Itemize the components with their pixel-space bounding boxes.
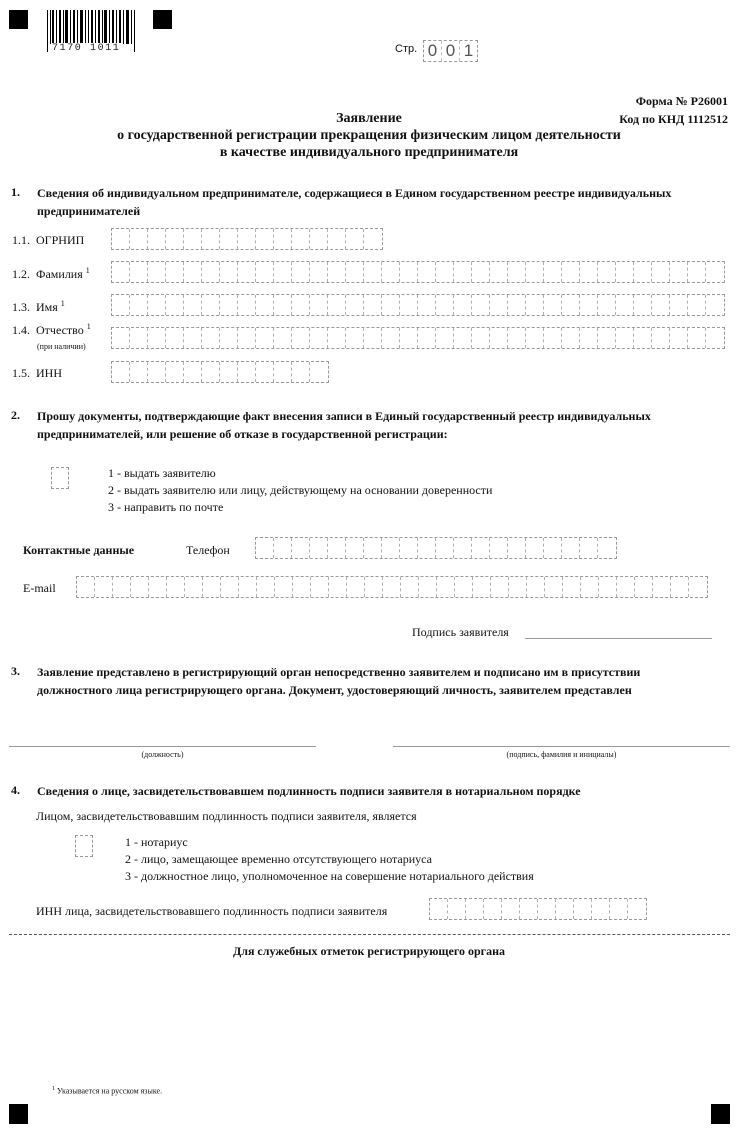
- input-cell[interactable]: [238, 229, 256, 249]
- input-cell[interactable]: [436, 262, 454, 282]
- input-cell[interactable]: [364, 328, 382, 348]
- input-cell[interactable]: [166, 328, 184, 348]
- input-cell[interactable]: [346, 328, 364, 348]
- input-cell[interactable]: [526, 295, 544, 315]
- input-cell[interactable]: [148, 262, 166, 282]
- footnote-ref: 1: [85, 266, 90, 275]
- input-cell[interactable]: [617, 577, 635, 597]
- input-cell[interactable]: [472, 538, 490, 558]
- input-cell[interactable]: [310, 538, 328, 558]
- input-cell[interactable]: [491, 577, 509, 597]
- section-1-number: 1.: [11, 185, 20, 199]
- input-cell[interactable]: [346, 538, 364, 558]
- inn-input[interactable]: [111, 361, 329, 383]
- input-cell[interactable]: [292, 262, 310, 282]
- input-cell[interactable]: [130, 229, 148, 249]
- input-cell[interactable]: [202, 328, 220, 348]
- input-cell[interactable]: [616, 295, 634, 315]
- input-cell[interactable]: [544, 295, 562, 315]
- input-cell[interactable]: [130, 295, 148, 315]
- section-3-number: 3.: [11, 664, 20, 678]
- notary-option-3: 3 - должностное лицо, уполномоченное на совершение нотариального действия: [125, 869, 534, 883]
- input-cell[interactable]: [418, 262, 436, 282]
- input-cell[interactable]: [526, 328, 544, 348]
- input-cell[interactable]: [634, 262, 652, 282]
- input-cell[interactable]: [430, 899, 448, 919]
- input-cell[interactable]: [256, 362, 274, 382]
- input-cell[interactable]: [472, 295, 490, 315]
- field-number: 1.5.: [12, 366, 30, 380]
- input-cell[interactable]: [490, 262, 508, 282]
- input-cell[interactable]: [112, 328, 130, 348]
- input-cell[interactable]: [526, 262, 544, 282]
- page-label: Стр.: [395, 43, 418, 55]
- section-3-text-line-2: должностного лица регистрирующего органа. Документ, удостоверяющий личность, заявителем представлен: [37, 683, 632, 697]
- input-cell[interactable]: [202, 229, 220, 249]
- field-label: Отчество: [36, 323, 84, 337]
- input-cell[interactable]: [220, 328, 238, 348]
- input-cell[interactable]: [490, 295, 508, 315]
- corner-marker-top-left: [9, 10, 28, 29]
- input-cell[interactable]: [706, 328, 724, 348]
- input-cell[interactable]: [652, 295, 670, 315]
- input-cell[interactable]: [274, 262, 292, 282]
- section-2-heading: [37, 407, 732, 443]
- knd-code: Код по КНД 1112512: [619, 112, 728, 126]
- input-cell[interactable]: [610, 899, 628, 919]
- section-3-text: [37, 663, 732, 699]
- input-cell[interactable]: [466, 899, 484, 919]
- signature-caption: (подпись, фамилия и инициалы): [506, 750, 617, 759]
- input-cell[interactable]: [545, 577, 563, 597]
- input-cell[interactable]: [628, 899, 646, 919]
- input-cell[interactable]: [292, 538, 310, 558]
- input-cell[interactable]: [580, 295, 598, 315]
- input-cell[interactable]: [400, 538, 418, 558]
- input-cell[interactable]: [538, 899, 556, 919]
- input-cell[interactable]: [310, 328, 328, 348]
- input-cell[interactable]: [185, 577, 203, 597]
- input-cell[interactable]: [293, 577, 311, 597]
- input-cell[interactable]: [580, 538, 598, 558]
- input-cell[interactable]: [202, 295, 220, 315]
- input-cell[interactable]: [95, 577, 113, 597]
- input-cell[interactable]: [556, 899, 574, 919]
- footnote: [52, 1086, 162, 1096]
- footnote-mark: 1: [52, 1086, 55, 1092]
- section-4-subheading: Лицом, засвидетельствовавшим подлинность подписи заявителя, является: [36, 809, 417, 823]
- input-cell[interactable]: [184, 362, 202, 382]
- input-cell[interactable]: [77, 577, 95, 597]
- email-input[interactable]: [76, 576, 708, 598]
- input-cell[interactable]: [382, 538, 400, 558]
- input-cell[interactable]: [202, 362, 220, 382]
- input-cell[interactable]: [400, 262, 418, 282]
- input-cell[interactable]: [256, 295, 274, 315]
- input-cell[interactable]: [148, 295, 166, 315]
- official-signature-line[interactable]: [393, 746, 730, 747]
- surname-input[interactable]: [111, 261, 725, 283]
- section-1-heading-line-1: Сведения об индивидуальном предпринимателе, содержащиеся в Едином государственном реестре индивидуальных: [37, 186, 672, 200]
- input-cell[interactable]: [382, 295, 400, 315]
- input-cell[interactable]: [274, 295, 292, 315]
- input-cell[interactable]: [526, 538, 544, 558]
- document-title: [0, 110, 738, 161]
- footnote-ref: 1: [60, 299, 65, 308]
- input-cell[interactable]: [184, 229, 202, 249]
- input-cell[interactable]: [580, 262, 598, 282]
- field-label: Фамилия: [36, 267, 83, 281]
- input-cell[interactable]: [706, 262, 724, 282]
- official-section-heading: Для служебных отметок регистрирующего органа: [232, 944, 506, 958]
- input-cell[interactable]: [581, 577, 599, 597]
- ogrnip-input[interactable]: [111, 228, 383, 250]
- input-cell[interactable]: [454, 295, 472, 315]
- input-cell[interactable]: [256, 538, 274, 558]
- section-2-number: 2.: [11, 408, 20, 422]
- barcode-digits: 7170 1011: [52, 43, 121, 54]
- input-cell[interactable]: [472, 328, 490, 348]
- input-cell[interactable]: [131, 577, 149, 597]
- input-cell[interactable]: [184, 262, 202, 282]
- input-cell[interactable]: [562, 262, 580, 282]
- input-cell[interactable]: [473, 577, 491, 597]
- position-line[interactable]: [9, 746, 316, 747]
- section-4-heading: Сведения о лице, засвидетельствовавшем подлинность подписи заявителя в нотариальном порядке: [37, 784, 581, 798]
- input-cell[interactable]: [652, 328, 670, 348]
- field-number: 1.4.: [12, 323, 30, 337]
- input-cell[interactable]: [184, 295, 202, 315]
- input-cell[interactable]: [454, 262, 472, 282]
- input-cell[interactable]: [502, 899, 520, 919]
- delivery-options: [108, 465, 492, 516]
- corner-marker-bottom-left: [9, 1104, 28, 1124]
- input-cell[interactable]: [419, 577, 437, 597]
- input-cell[interactable]: [689, 577, 707, 597]
- input-cell[interactable]: [509, 577, 527, 597]
- page-digit: 1: [463, 41, 474, 60]
- input-cell[interactable]: [635, 577, 653, 597]
- input-cell[interactable]: [580, 328, 598, 348]
- input-cell[interactable]: [544, 328, 562, 348]
- input-cell[interactable]: [130, 362, 148, 382]
- input-cell[interactable]: [221, 577, 239, 597]
- input-cell[interactable]: [149, 577, 167, 597]
- field-number: 1.1.: [12, 233, 30, 247]
- input-cell[interactable]: [383, 577, 401, 597]
- input-cell[interactable]: [346, 229, 364, 249]
- input-cell[interactable]: [634, 295, 652, 315]
- input-cell[interactable]: [203, 577, 221, 597]
- field-label: Имя: [36, 300, 58, 314]
- input-cell[interactable]: [292, 295, 310, 315]
- input-cell[interactable]: [688, 262, 706, 282]
- input-cell[interactable]: [310, 229, 328, 249]
- input-cell[interactable]: [670, 328, 688, 348]
- input-cell[interactable]: [563, 577, 581, 597]
- input-cell[interactable]: [130, 262, 148, 282]
- input-cell[interactable]: [508, 328, 526, 348]
- title-line-2: о государственной регистрации прекращения физическим лицом деятельности: [117, 128, 621, 143]
- input-cell[interactable]: [634, 328, 652, 348]
- input-cell[interactable]: [436, 295, 454, 315]
- title-line-3: в качестве индивидуального предпринимателя: [219, 145, 519, 160]
- input-cell[interactable]: [329, 577, 347, 597]
- delivery-option-3: 3 - направить по почте: [108, 500, 224, 514]
- input-cell[interactable]: [544, 538, 562, 558]
- input-cell[interactable]: [670, 262, 688, 282]
- notary-inn-input[interactable]: [429, 898, 647, 920]
- field-surname-label: [12, 266, 90, 282]
- section-1-heading-line-2: предпринимателей: [37, 204, 141, 218]
- input-cell[interactable]: [688, 328, 706, 348]
- input-cell[interactable]: [113, 577, 131, 597]
- input-cell[interactable]: [364, 295, 382, 315]
- notary-option-2: 2 - лицо, замещающее временно отсутствующего нотариуса: [125, 852, 432, 866]
- section-4-number: 4.: [11, 783, 20, 797]
- input-cell[interactable]: [166, 362, 184, 382]
- input-cell[interactable]: [484, 899, 502, 919]
- field-inn-label: [12, 366, 62, 381]
- input-cell[interactable]: [454, 538, 472, 558]
- input-cell[interactable]: [292, 229, 310, 249]
- input-cell[interactable]: [275, 577, 293, 597]
- page-number-box: [423, 40, 478, 62]
- input-cell[interactable]: [544, 262, 562, 282]
- footnote-ref: 1: [86, 322, 91, 331]
- input-cell[interactable]: [508, 262, 526, 282]
- input-cell[interactable]: [220, 262, 238, 282]
- field-number: 1.3.: [12, 300, 30, 314]
- input-cell[interactable]: [598, 262, 616, 282]
- delivery-option-1: 1 - выдать заявителю: [108, 466, 216, 480]
- input-cell[interactable]: [364, 538, 382, 558]
- field-name-label: [12, 299, 65, 315]
- input-cell[interactable]: [166, 229, 184, 249]
- input-cell[interactable]: [346, 295, 364, 315]
- signature-label: Подпись заявителя: [412, 625, 509, 639]
- input-cell[interactable]: [364, 229, 382, 249]
- input-cell[interactable]: [310, 262, 328, 282]
- input-cell[interactable]: [184, 328, 202, 348]
- input-cell[interactable]: [520, 899, 538, 919]
- input-cell[interactable]: [328, 262, 346, 282]
- position-caption: (должность): [141, 750, 184, 759]
- field-number: 1.2.: [12, 267, 30, 281]
- patronymic-note: (при наличии): [37, 342, 86, 351]
- corner-marker-top-right: [153, 10, 172, 29]
- input-cell[interactable]: [401, 577, 419, 597]
- input-cell[interactable]: [562, 328, 580, 348]
- input-cell[interactable]: [400, 328, 418, 348]
- notary-option-1: 1 - нотариус: [125, 835, 188, 849]
- applicant-signature-line[interactable]: [525, 638, 712, 639]
- patronymic-input[interactable]: [111, 327, 725, 349]
- input-cell[interactable]: [328, 328, 346, 348]
- input-cell[interactable]: [599, 577, 617, 597]
- input-cell[interactable]: [382, 328, 400, 348]
- official-section-divider: [9, 934, 730, 935]
- field-ogrnip-label: [12, 233, 84, 248]
- input-cell[interactable]: [598, 295, 616, 315]
- input-cell[interactable]: [365, 577, 383, 597]
- input-cell[interactable]: [670, 295, 688, 315]
- email-label: E-mail: [23, 581, 56, 595]
- input-cell[interactable]: [239, 577, 257, 597]
- input-cell[interactable]: [167, 577, 185, 597]
- section-2-heading-line-1: Прошу документы, подтверждающие факт внесения записи в Единый государственный реестр индивидуальных: [37, 409, 651, 423]
- footnote-text: Указывается на русском языке.: [57, 1086, 163, 1096]
- input-cell[interactable]: [238, 262, 256, 282]
- input-cell[interactable]: [598, 538, 616, 558]
- page-digit: 0: [442, 41, 460, 61]
- notary-options: [125, 834, 534, 885]
- input-cell[interactable]: [112, 229, 130, 249]
- input-cell[interactable]: [347, 577, 365, 597]
- input-cell[interactable]: [328, 229, 346, 249]
- input-cell[interactable]: [437, 577, 455, 597]
- input-cell[interactable]: [112, 362, 130, 382]
- input-cell[interactable]: [418, 538, 436, 558]
- input-cell[interactable]: [220, 295, 238, 315]
- field-label: ИНН: [36, 366, 62, 380]
- input-cell[interactable]: [274, 229, 292, 249]
- contacts-title: Контактные данные: [23, 543, 135, 557]
- phone-input[interactable]: [255, 537, 617, 559]
- input-cell[interactable]: [256, 229, 274, 249]
- input-cell[interactable]: [616, 262, 634, 282]
- input-cell[interactable]: [310, 362, 328, 382]
- form-number: Форма № Р26001: [635, 94, 728, 108]
- phone-label: Телефон: [186, 543, 230, 557]
- input-cell[interactable]: [328, 295, 346, 315]
- input-cell[interactable]: [598, 328, 616, 348]
- input-cell[interactable]: [616, 328, 634, 348]
- input-cell[interactable]: [112, 295, 130, 315]
- input-cell[interactable]: [418, 295, 436, 315]
- input-cell[interactable]: [292, 362, 310, 382]
- input-cell[interactable]: [527, 577, 545, 597]
- input-cell[interactable]: [508, 295, 526, 315]
- input-cell[interactable]: [256, 328, 274, 348]
- input-cell[interactable]: [292, 328, 310, 348]
- field-label: ОГРНИП: [36, 233, 85, 247]
- input-cell[interactable]: [653, 577, 671, 597]
- input-cell[interactable]: [671, 577, 689, 597]
- input-cell[interactable]: [346, 262, 364, 282]
- input-cell[interactable]: [382, 262, 400, 282]
- name-input[interactable]: [111, 294, 725, 316]
- input-cell[interactable]: [448, 899, 466, 919]
- input-cell[interactable]: [220, 362, 238, 382]
- input-cell[interactable]: [562, 295, 580, 315]
- input-cell[interactable]: [562, 538, 580, 558]
- notary-type-checkbox[interactable]: [75, 835, 93, 857]
- input-cell[interactable]: [436, 538, 454, 558]
- input-cell[interactable]: [274, 538, 292, 558]
- notary-inn-label: ИНН лица, засвидетельствовавшего подлинность подписи заявителя: [36, 904, 388, 918]
- input-cell[interactable]: [256, 262, 274, 282]
- input-cell[interactable]: [455, 577, 473, 597]
- input-cell[interactable]: [364, 262, 382, 282]
- input-cell[interactable]: [310, 295, 328, 315]
- input-cell[interactable]: [436, 328, 454, 348]
- page-digit: 0: [424, 41, 442, 61]
- input-cell[interactable]: [257, 577, 275, 597]
- input-cell[interactable]: [238, 328, 256, 348]
- input-cell[interactable]: [400, 295, 418, 315]
- section-1-heading: [37, 184, 732, 220]
- input-cell[interactable]: [148, 229, 166, 249]
- delivery-method-checkbox[interactable]: [51, 467, 69, 489]
- input-cell[interactable]: [311, 577, 329, 597]
- input-cell[interactable]: [328, 538, 346, 558]
- input-cell[interactable]: [148, 328, 166, 348]
- input-cell[interactable]: [166, 262, 184, 282]
- input-cell[interactable]: [472, 262, 490, 282]
- input-cell[interactable]: [688, 295, 706, 315]
- input-cell[interactable]: [274, 362, 292, 382]
- delivery-option-2: 2 - выдать заявителю или лицу, действующему на основании доверенности: [108, 483, 493, 497]
- input-cell[interactable]: [490, 328, 508, 348]
- input-cell[interactable]: [238, 295, 256, 315]
- field-patronymic-label: [12, 322, 91, 338]
- input-cell[interactable]: [166, 295, 184, 315]
- input-cell[interactable]: [454, 328, 472, 348]
- corner-marker-bottom-right: [711, 1104, 730, 1124]
- input-cell[interactable]: [238, 362, 256, 382]
- input-cell[interactable]: [130, 328, 148, 348]
- input-cell[interactable]: [706, 295, 724, 315]
- input-cell[interactable]: [148, 362, 166, 382]
- title-line-1: Заявление: [336, 111, 402, 126]
- input-cell[interactable]: [574, 899, 592, 919]
- input-cell[interactable]: [202, 262, 220, 282]
- input-cell[interactable]: [274, 328, 292, 348]
- input-cell[interactable]: [490, 538, 508, 558]
- section-2-heading-line-2: предпринимателей, или решение об отказе в государственной регистрации:: [37, 427, 448, 441]
- input-cell[interactable]: [508, 538, 526, 558]
- input-cell[interactable]: [418, 328, 436, 348]
- section-3-text-line-1: Заявление представлено в регистрирующий орган непосредственно заявителем и подписано им в присутствии: [37, 665, 641, 679]
- input-cell[interactable]: [652, 262, 670, 282]
- input-cell[interactable]: [592, 899, 610, 919]
- input-cell[interactable]: [220, 229, 238, 249]
- input-cell[interactable]: [112, 262, 130, 282]
